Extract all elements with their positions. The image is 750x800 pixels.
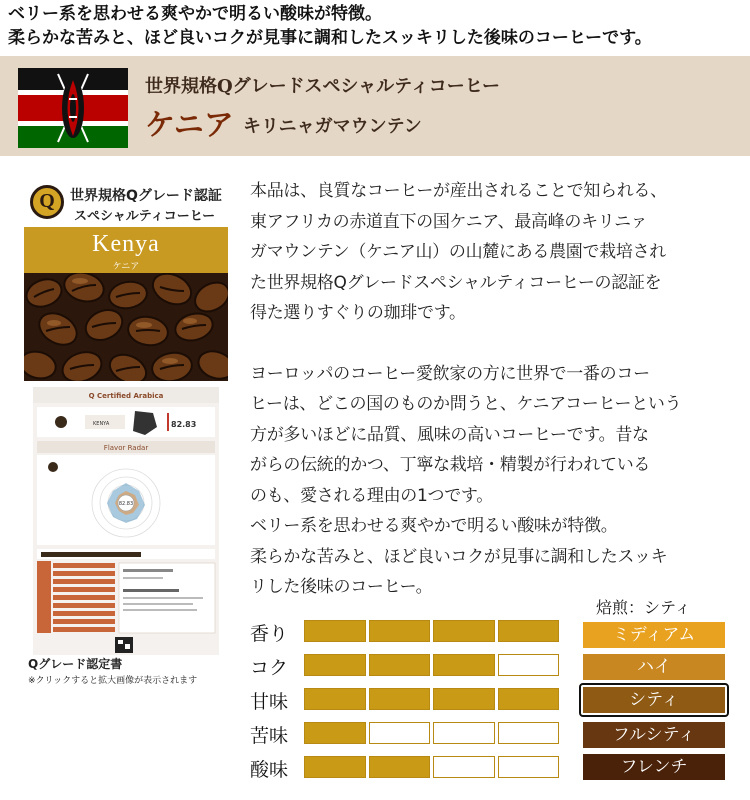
cert-radar-score: 82.83: [118, 501, 134, 507]
taste-cell-filled: [498, 620, 560, 642]
q-grade-badge-icon: Q: [30, 185, 64, 219]
description-paragraph-2: ヨーロッパのコーヒー愛飲家の方に世界で一番のコー ヒーは、どこの国のものか問うと、ケニアコーヒーという 方が多いほどに品質、風味の高いコーヒーです。昔な がらの伝統的かつ、丁寧な栽培・精製が行われている のも、愛される理由の1つです。 ベリー系を思わせる爽やかで明るい酸味が特徴。 柔らかな苦みと、ほど良いコクが見事に調和したスッキ リした後味のコーヒー。: [250, 363, 682, 597]
cert-radar-title: Flavor Radar: [103, 444, 149, 452]
roast-level-4: フルシティ: [583, 722, 725, 748]
taste-cell-empty: [498, 756, 560, 778]
cert-origin: KENYA: [93, 421, 110, 427]
product-region: キリニャガマウンテン: [243, 116, 422, 137]
taste-cell-filled: [304, 756, 366, 778]
taste-row: [250, 615, 570, 649]
taste-label: 香り: [250, 623, 289, 645]
taste-cell-filled: [369, 688, 431, 710]
taste-cell-filled: [304, 620, 366, 642]
product-header: [0, 56, 750, 156]
coffee-beans-image: [24, 273, 228, 381]
certificate-note: ※クリックすると拡大画像が表示されます: [28, 676, 198, 686]
intro-text: [8, 2, 744, 50]
card-certification-text: 世界規格Qグレード認証: [70, 188, 222, 204]
roast-level-1: ミディアム: [583, 622, 725, 648]
taste-label: 苦味: [250, 725, 289, 747]
taste-cell-filled: [433, 654, 495, 676]
taste-cell-filled: [369, 756, 431, 778]
taste-row: [250, 649, 570, 683]
card-country: Kenya: [92, 231, 160, 257]
roast-level-5: フレンチ: [583, 754, 725, 780]
kenya-flag-icon: [18, 68, 128, 148]
taste-row: [250, 751, 570, 785]
taste-cell-filled: [304, 722, 366, 744]
taste-cell-filled: [498, 688, 560, 710]
roast-title: 焙煎：シティ: [596, 598, 691, 617]
q-grade-certificate-image[interactable]: [33, 387, 219, 655]
taste-row: [250, 683, 570, 717]
taste-level-bar: [304, 688, 562, 710]
roast-level-3: シティ: [583, 687, 725, 713]
taste-level-bar: [304, 722, 562, 744]
taste-cell-empty: [498, 654, 560, 676]
taste-level-bar: [304, 620, 562, 642]
taste-cell-empty: [433, 756, 495, 778]
cert-score: 82.83: [171, 420, 197, 429]
taste-cell-empty: [369, 722, 431, 744]
intro-line-1: ベリー系を思わせる爽やかで明るい酸味が特徴。: [8, 4, 382, 24]
product-description: [250, 176, 730, 603]
product-package-image: [24, 179, 228, 381]
roast-level-2: ハイ: [583, 654, 725, 680]
taste-label: 酸味: [250, 759, 289, 781]
taste-label: コク: [250, 657, 289, 679]
header-subtitle: 世界規格Qグレードスペシャルティコーヒー: [145, 76, 500, 97]
taste-cell-filled: [433, 620, 495, 642]
taste-cell-empty: [498, 722, 560, 744]
taste-profile-chart: [250, 615, 570, 785]
taste-cell-filled: [369, 654, 431, 676]
card-specialty-text: スペシャルティコーヒー: [74, 209, 216, 224]
taste-cell-empty: [433, 722, 495, 744]
taste-cell-filled: [304, 654, 366, 676]
taste-level-bar: [304, 654, 562, 676]
intro-line-2: 柔らかな苦みと、ほど良いコクが見事に調和したスッキリした後味のコーヒーです。: [8, 28, 652, 48]
card-country-kana: ケニア: [112, 262, 140, 272]
description-paragraph-1: 本品は、良質なコーヒーが産出されることで知られる、 東アフリカの赤道直下の国ケニア、最高峰のキリニァ ガマウンテン（ケニア山）の山麓にある農園で栽培され た世界規格Qグレードスペシャルティコーヒーの認証を 得た選りすぐりの珈琲です。: [250, 181, 667, 323]
cert-heading: Q Certified Arabica: [88, 392, 164, 400]
taste-cell-filled: [433, 688, 495, 710]
taste-label: 甘味: [250, 691, 289, 713]
product-name: ケニア: [145, 108, 234, 143]
taste-cell-filled: [304, 688, 366, 710]
taste-level-bar: [304, 756, 562, 778]
certificate-caption: Qグレード認定書: [28, 657, 123, 671]
taste-cell-filled: [369, 620, 431, 642]
taste-row: [250, 717, 570, 751]
